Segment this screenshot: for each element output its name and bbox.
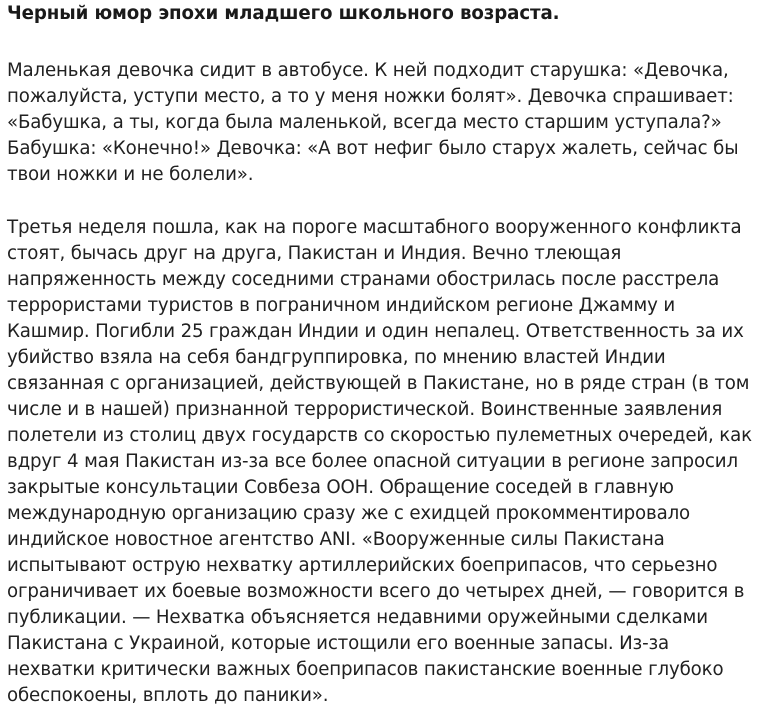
article-paragraph-joke bbox=[7, 58, 781, 188]
paragraph-line: Маленькая девочка сидит в автобусе. К ней подходит старушка: «Девочка, bbox=[7, 60, 729, 81]
paragraph-line: пожалуйста, уступи место, а то у меня ножки болят». Девочка спрашивает: bbox=[7, 86, 734, 107]
paragraph-line: Бабушка: «Конечно!» Девочка: «А вот нефиг было старух жалеть, сейчас бы bbox=[7, 138, 739, 159]
paragraph-line: террористами туристов в пограничном индийском регионе Джамму и bbox=[7, 295, 675, 316]
paragraph-line: напряженность между соседними странами обострилась после расстрела bbox=[7, 269, 720, 290]
paragraph-line: твои ножки и не болели». bbox=[7, 164, 254, 185]
paragraph-line: закрытые консультации Совбеза ООН. Обращение соседей в главную bbox=[7, 477, 674, 498]
paragraph-line: полетели из столиц двух государств со скоростью пулеметных очередей, как bbox=[7, 425, 752, 446]
paragraph-line: Пакистана с Украиной, которые истощили его военные запасы. Из-за bbox=[7, 633, 670, 654]
paragraph-line: международную организацию сразу же с ехидцей прокомментировало bbox=[7, 503, 691, 524]
paragraph-line: испытывают острую нехватку артиллерийских боеприпасов, что серьезно bbox=[7, 555, 718, 576]
paragraph-line: индийское новостное агентство ANI. «Вооруженные силы Пакистана bbox=[7, 529, 665, 550]
paragraph-line: публикации. — Нехватка объясняется недавними оружейными сделками bbox=[7, 607, 708, 628]
paragraph-line: Кашмир. Погибли 25 граждан Индии и один непалец. Ответственность за их bbox=[7, 321, 744, 342]
article-title: Черный юмор эпохи младшего школьного возраста. bbox=[7, 3, 560, 24]
paragraph-line: стоят, бычась друг на друга, Пакистан и Индия. Вечно тлеющая bbox=[7, 243, 622, 264]
paragraph-line: «Бабушка, а ты, когда была маленькой, всегда место старшим уступала?» bbox=[7, 112, 722, 133]
paragraph-line: числе и в нашей) признанной террористической. Воинственные заявления bbox=[7, 399, 723, 420]
paragraph-line: убийство взяла на себя бандгруппировка, по мнению властей Индии bbox=[7, 347, 666, 368]
article bbox=[7, 0, 781, 709]
paragraph-line: нехватки критически важных боеприпасов пакистанские военные глубоко bbox=[7, 659, 724, 680]
paragraph-line: связанная с организацией, действующей в Пакистане, но в ряде стран (в том bbox=[7, 373, 750, 394]
paragraph-line: вдруг 4 мая Пакистан из-за все более опасной ситуации в регионе запросил bbox=[7, 451, 738, 472]
paragraph-line: Третья неделя пошла, как на пороге масштабного вооруженного конфликта bbox=[7, 217, 742, 238]
paragraph-line: обеспокоены, вплоть до паники». bbox=[7, 685, 329, 706]
article-paragraph-main bbox=[7, 215, 781, 709]
paragraph-line: ограничивает их боевые возможности всего до четырех дней, — говорится в bbox=[7, 581, 745, 602]
